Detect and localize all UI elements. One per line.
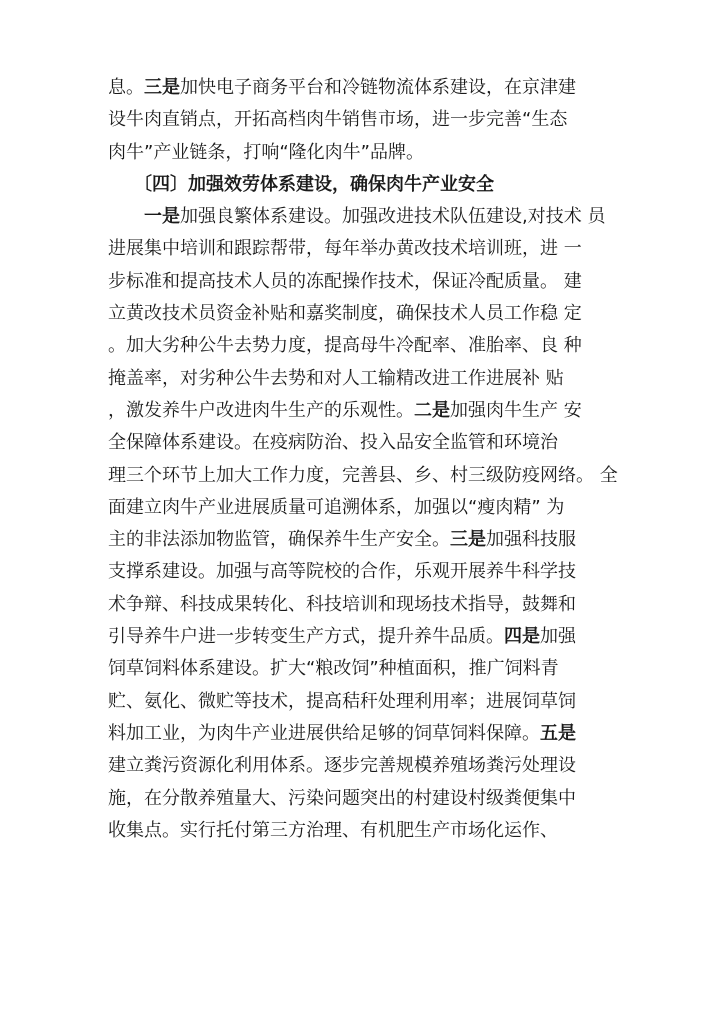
text-segment: 施，在分散养殖量大、污染问题突出的村建设村级粪便集中 [108,787,576,809]
text-segment: 收集点。实行托付第三方治理、有机肥生产市场化运作、 [108,819,558,841]
text-segment: 进展集中培训和跟踪帮带，每年举办黄改技术培训班，进 一 [108,238,582,260]
document-body [108,72,620,847]
bold-lead-phrase: 五是 [540,722,576,744]
text-line [108,201,620,233]
text-segment: 术争辩、科技成果转化、科技培训和现场技术指导，鼓舞和 [108,593,576,615]
text-line [108,298,620,330]
text-line [108,492,620,524]
text-segment: 加强肉牛生产 安 [450,399,582,421]
text-segment: 掩盖率，对劣种公牛去势和对人工输精改进工作进展补 贴 [108,367,564,389]
text-line [108,363,620,395]
text-line [108,524,620,556]
text-segment: 设牛肉直销点，开拓高档肉牛销售市场，进一步完善“生态 [108,109,568,131]
text-line [108,460,620,492]
text-segment: 加强 [540,626,576,648]
text-segment: 加快电子商务平台和冷链物流体系建设，在京津建 [180,77,576,98]
text-line [108,718,620,750]
text-line [108,686,620,718]
text-segment: 饲草饲料体系建设。扩大“粮改饲”种植面积，推广饲料青 [108,658,559,680]
text-segment: 步标准和提高技术人员的冻配操作技术，保证冷配质量。 建 [108,270,582,292]
bold-lead-phrase: 三是 [450,529,486,551]
text-line [108,750,620,782]
text-segment: 面建立肉牛产业进展质量可追溯体系，加强以“瘦肉精” 为 [108,496,565,518]
text-segment: 贮、氨化、微贮等技术，提高秸秆处理利用率；进展饲草饲 [108,690,576,712]
text-line [108,653,620,685]
text-segment: 理三个环节上加大工作力度，完善县、乡、村三级防疫网络。 全 [108,464,618,486]
text-segment: 全保障体系建设。在疫病防治、投入品安全监管和环境治 [108,432,558,454]
text-line [108,815,620,847]
text-segment: ，激发养牛户改进肉牛生产的乐观性。 [108,399,414,421]
text-segment: 料加工业，为肉牛产业进展供给足够的饲草饲料保障。 [108,722,540,744]
text-line [108,233,620,265]
bold-lead-phrase: 四是 [504,626,540,648]
text-segment: 建立粪污资源化利用体系。逐步完善规模养殖场粪污处理设 [108,755,576,777]
bold-lead-phrase: 一是 [144,206,180,228]
text-line [108,589,620,621]
text-line [108,137,620,169]
text-segment: 引导养牛户进一步转变生产方式，提升养牛品质。 [108,626,504,648]
text-line [108,621,620,653]
text-segment: 加强科技服 [486,529,576,551]
text-segment: 立黄改技术员资金补贴和嘉奖制度，确保技术人员工作稳 定 [108,303,582,325]
text-segment: 肉牛”产业链条，打响“隆化肉牛”品牌。 [108,141,424,163]
text-line [108,104,620,136]
text-segment: 息。 [108,77,144,98]
text-line [108,783,620,815]
text-line [108,72,620,104]
text-line [108,556,620,588]
text-segment: 主的非法添加物监管，确保养牛生产安全。 [108,529,450,551]
text-line [108,266,620,298]
bold-lead-phrase: 〔四〕加强效劳体系建设，确保肉牛产业安全 [134,173,494,195]
bold-lead-phrase: 二是 [414,399,450,421]
text-line [108,330,620,362]
text-line [108,427,620,459]
text-segment: 。加大劣种公牛去势力度，提高母牛冷配率、准胎率、良 种 [108,335,582,357]
text-segment: 加强良繁体系建设。加强改进技术队伍建设,对技术 员 [180,206,606,228]
section-heading [108,169,620,201]
bold-lead-phrase: 三是 [144,77,180,98]
text-line [108,395,620,427]
text-segment: 支撑系建设。加强与高等院校的合作，乐观开展养牛科学技 [108,561,576,583]
